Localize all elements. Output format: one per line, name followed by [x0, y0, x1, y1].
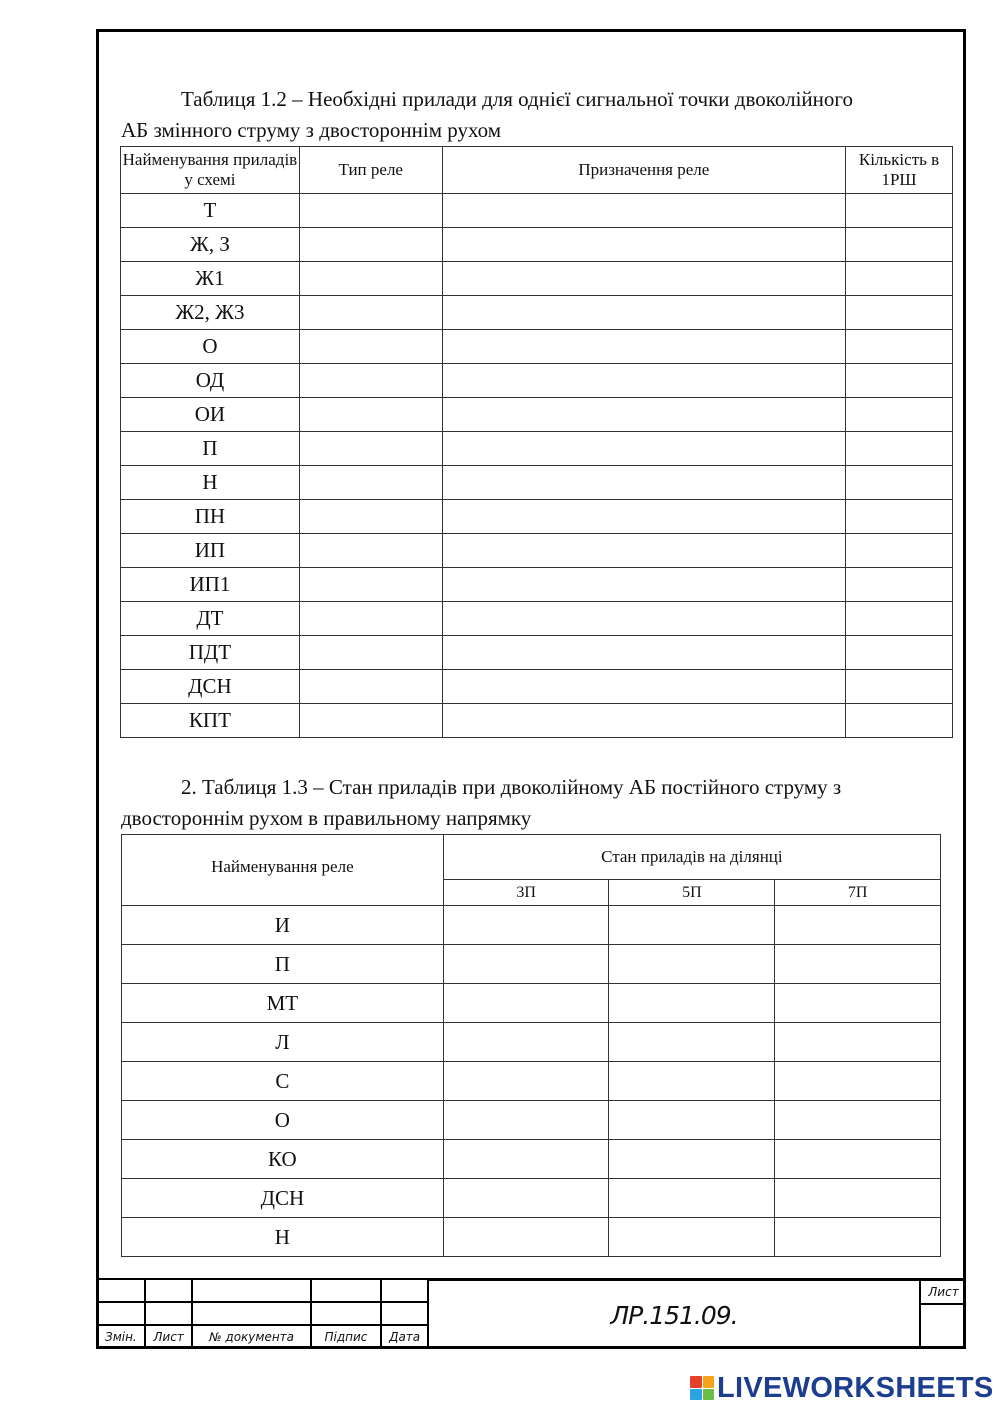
- table-row: [121, 602, 953, 636]
- state-7p-input[interactable]: [775, 1023, 941, 1062]
- table-row: [121, 568, 953, 602]
- liveworksheets-logo-icon: [690, 1376, 714, 1400]
- relay-purpose-input[interactable]: [442, 568, 845, 602]
- quantity-input[interactable]: [846, 568, 953, 602]
- device-name-cell: Ж2, Ж3: [121, 296, 300, 330]
- relay-purpose-input[interactable]: [442, 636, 845, 670]
- table-row: [122, 1101, 941, 1140]
- state-5p-input[interactable]: [609, 1218, 775, 1257]
- header-relay-type: Тип реле: [299, 147, 442, 194]
- relay-name-cell: Л: [122, 1023, 444, 1062]
- label-change: Змін.: [97, 1325, 145, 1348]
- relay-type-input[interactable]: [299, 194, 442, 228]
- device-name-cell: Ж, З: [121, 228, 300, 262]
- relay-purpose-input[interactable]: [442, 500, 845, 534]
- relay-purpose-input[interactable]: [442, 432, 845, 466]
- table-header-row: [121, 147, 953, 194]
- table-row: [121, 432, 953, 466]
- relay-name-cell: МТ: [122, 984, 444, 1023]
- device-name-cell: ИП1: [121, 568, 300, 602]
- label-date: Дата: [381, 1325, 428, 1348]
- quantity-input[interactable]: [846, 670, 953, 704]
- table-row: [122, 984, 941, 1023]
- liveworksheets-logo: [690, 1372, 994, 1404]
- quantity-input[interactable]: [846, 432, 953, 466]
- table-row: [121, 500, 953, 534]
- state-7p-input[interactable]: [775, 906, 941, 945]
- relay-type-input[interactable]: [299, 364, 442, 398]
- relay-purpose-input[interactable]: [442, 704, 845, 738]
- state-7p-input[interactable]: [775, 984, 941, 1023]
- state-5p-input[interactable]: [609, 1101, 775, 1140]
- quantity-input[interactable]: [846, 602, 953, 636]
- state-3p-input[interactable]: [443, 1101, 609, 1140]
- state-5p-input[interactable]: [609, 984, 775, 1023]
- table-row: [122, 945, 941, 984]
- quantity-input[interactable]: [846, 194, 953, 228]
- table-row: [122, 906, 941, 945]
- device-name-cell: Т: [121, 194, 300, 228]
- quantity-input[interactable]: [846, 228, 953, 262]
- table-row: [122, 1218, 941, 1257]
- state-7p-input[interactable]: [775, 1101, 941, 1140]
- relay-name-cell: ДСН: [122, 1179, 444, 1218]
- table-row: [121, 262, 953, 296]
- title-block-grid: [96, 1278, 429, 1349]
- table-row: [121, 398, 953, 432]
- table-1-2-caption: Таблиця 1.2 – Необхідні прилади для однієї сигнальної точки двоколійного АБ змінного струму з двостороннім рухом: [121, 87, 853, 142]
- relay-purpose-input[interactable]: [442, 534, 845, 568]
- relay-purpose-input[interactable]: [442, 296, 845, 330]
- relay-type-input[interactable]: [299, 398, 442, 432]
- table-1-2: [120, 146, 953, 738]
- table-row: [122, 1023, 941, 1062]
- relay-purpose-input[interactable]: [442, 602, 845, 636]
- relay-name-cell: О: [122, 1101, 444, 1140]
- table-row: [121, 636, 953, 670]
- quantity-input[interactable]: [846, 704, 953, 738]
- table-row: [121, 704, 953, 738]
- relay-type-input[interactable]: [299, 296, 442, 330]
- quantity-input[interactable]: [846, 330, 953, 364]
- relay-type-input[interactable]: [299, 262, 442, 296]
- relay-name-cell: КО: [122, 1140, 444, 1179]
- device-name-cell: ПДТ: [121, 636, 300, 670]
- table-row: [122, 1062, 941, 1101]
- table-row: [121, 296, 953, 330]
- quantity-input[interactable]: [846, 364, 953, 398]
- state-3p-input[interactable]: [443, 1062, 609, 1101]
- relay-name-cell: И: [122, 906, 444, 945]
- quantity-input[interactable]: [846, 534, 953, 568]
- device-name-cell: ДСН: [121, 670, 300, 704]
- relay-type-input[interactable]: [299, 330, 442, 364]
- device-name-cell: ОД: [121, 364, 300, 398]
- relay-purpose-input[interactable]: [442, 194, 845, 228]
- table-row: [121, 364, 953, 398]
- state-5p-input[interactable]: [609, 945, 775, 984]
- document-code: ЛР.151.09.: [429, 1278, 919, 1349]
- relay-type-input[interactable]: [299, 670, 442, 704]
- table-row: [121, 194, 953, 228]
- state-3p-input[interactable]: [443, 945, 609, 984]
- table-header-row: [122, 835, 941, 880]
- state-5p-input[interactable]: [609, 1062, 775, 1101]
- state-7p-input[interactable]: [775, 1218, 941, 1257]
- state-3p-input[interactable]: [443, 984, 609, 1023]
- header-relay-purpose: Призначення реле: [442, 147, 845, 194]
- table-row: [121, 466, 953, 500]
- device-name-cell: КПТ: [121, 704, 300, 738]
- relay-purpose-input[interactable]: [442, 330, 845, 364]
- relay-purpose-input[interactable]: [442, 262, 845, 296]
- quantity-input[interactable]: [846, 466, 953, 500]
- device-name-cell: ОИ: [121, 398, 300, 432]
- relay-type-input[interactable]: [299, 228, 442, 262]
- relay-type-input[interactable]: [299, 636, 442, 670]
- table-1-3: [121, 834, 941, 1257]
- table-row: [121, 228, 953, 262]
- state-3p-input[interactable]: [443, 1140, 609, 1179]
- header-device-name: Найменування приладів у схемі: [121, 147, 300, 194]
- logo-text: LIVEWORKSHEETS: [717, 1371, 994, 1404]
- state-7p-input[interactable]: [775, 1062, 941, 1101]
- state-3p-input[interactable]: [443, 906, 609, 945]
- header-7p: 7П: [775, 880, 941, 906]
- table-row: [121, 330, 953, 364]
- relay-type-input[interactable]: [299, 432, 442, 466]
- relay-purpose-input[interactable]: [442, 398, 845, 432]
- sheet-cell: [919, 1278, 966, 1349]
- state-3p-input[interactable]: [443, 1023, 609, 1062]
- table-row: [122, 1140, 941, 1179]
- quantity-input[interactable]: [846, 398, 953, 432]
- quantity-input[interactable]: [846, 296, 953, 330]
- state-7p-input[interactable]: [775, 1140, 941, 1179]
- relay-type-input[interactable]: [299, 466, 442, 500]
- device-name-cell: Н: [121, 466, 300, 500]
- sheet-label: Лист: [921, 1281, 966, 1305]
- state-5p-input[interactable]: [609, 1023, 775, 1062]
- relay-purpose-input[interactable]: [442, 466, 845, 500]
- device-name-cell: ДТ: [121, 602, 300, 636]
- title-block: [96, 1278, 966, 1349]
- relay-purpose-input[interactable]: [442, 670, 845, 704]
- label-sheet: Лист: [145, 1325, 193, 1348]
- table-row: [121, 534, 953, 568]
- header-quantity: Кількість в 1РШ: [846, 147, 953, 194]
- quantity-input[interactable]: [846, 500, 953, 534]
- relay-purpose-input[interactable]: [442, 364, 845, 398]
- relay-type-input[interactable]: [299, 568, 442, 602]
- relay-type-input[interactable]: [299, 602, 442, 636]
- state-5p-input[interactable]: [609, 1179, 775, 1218]
- relay-purpose-input[interactable]: [442, 228, 845, 262]
- relay-type-input[interactable]: [299, 500, 442, 534]
- state-7p-input[interactable]: [775, 1179, 941, 1218]
- device-name-cell: Ж1: [121, 262, 300, 296]
- state-3p-input[interactable]: [443, 1218, 609, 1257]
- quantity-input[interactable]: [846, 636, 953, 670]
- state-5p-input[interactable]: [609, 1140, 775, 1179]
- label-signature: Підпис: [311, 1325, 382, 1348]
- device-name-cell: ПН: [121, 500, 300, 534]
- device-name-cell: О: [121, 330, 300, 364]
- state-5p-input[interactable]: [609, 906, 775, 945]
- header-relay-name: Найменування реле: [122, 835, 444, 906]
- label-document-number: № документа: [192, 1325, 310, 1348]
- relay-name-cell: С: [122, 1062, 444, 1101]
- quantity-input[interactable]: [846, 262, 953, 296]
- table-row: [121, 670, 953, 704]
- relay-type-input[interactable]: [299, 534, 442, 568]
- relay-type-input[interactable]: [299, 704, 442, 738]
- device-name-cell: ИП: [121, 534, 300, 568]
- table-row: [122, 1179, 941, 1218]
- device-name-cell: П: [121, 432, 300, 466]
- header-5p: 5П: [609, 880, 775, 906]
- state-7p-input[interactable]: [775, 945, 941, 984]
- relay-name-cell: П: [122, 945, 444, 984]
- table-1-3-caption: 2. Таблиця 1.3 – Стан приладів при двоколійному АБ постійного струму з двостороннім рухом в правильному напрямку: [121, 775, 842, 830]
- header-device-state: Стан приладів на ділянці: [443, 835, 940, 880]
- header-3p: 3П: [443, 880, 609, 906]
- relay-name-cell: Н: [122, 1218, 444, 1257]
- state-3p-input[interactable]: [443, 1179, 609, 1218]
